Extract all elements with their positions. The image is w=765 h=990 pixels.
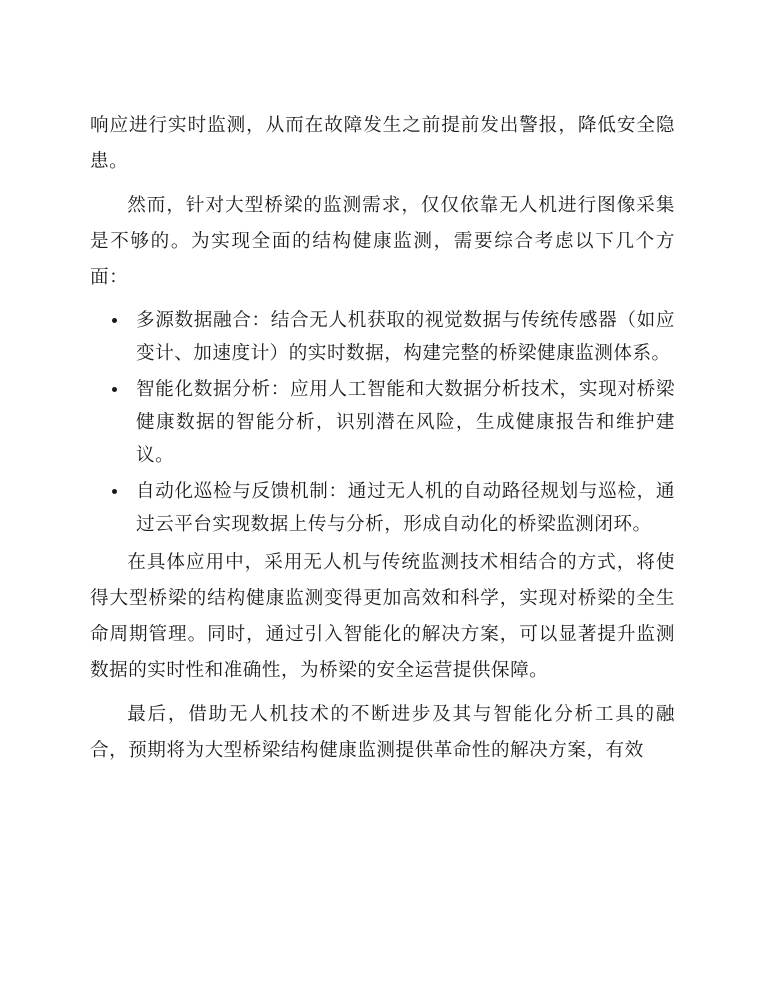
bullet-item-automated-inspection: [90, 475, 675, 541]
paragraph-requirements-intro: 然而，针对大型桥梁的监测需求，仅仅依靠无人机进行图像采集是不够的。为实现全面的结构健康监测，需要综合考虑以下几个方面：: [90, 195, 675, 288]
bullet-dot-icon: [112, 318, 117, 323]
bullet-dot-icon: [112, 387, 117, 392]
bullet-list-container: [90, 304, 675, 541]
bullet-text: 多源数据融合：结合无人机获取的视觉数据与传统传感器（如应变计、加速度计）的实时数据，构建完整的桥梁健康监测体系。: [136, 310, 675, 364]
bullet-dot-icon: [112, 489, 117, 494]
bullet-item-intelligent-analysis: [90, 373, 675, 472]
bullet-text: 智能化数据分析：应用人工智能和大数据分析技术，实现对桥梁健康数据的智能分析，识别潜在风险，生成健康报告和维护建议。: [136, 379, 675, 466]
bullet-item-multi-source-fusion: [90, 304, 675, 370]
paragraph-conclusion: 最后，借助无人机技术的不断进步及其与智能化分析工具的融合，预期将为大型桥梁结构健康监测提供革命性的解决方案，有效: [90, 704, 675, 761]
bullet-list: [90, 304, 675, 541]
paragraph-application: 在具体应用中，采用无人机与传统监测技术相结合的方式，将使得大型桥梁的结构健康监测变得更加高效和科学，实现对桥梁的全生命周期管理。同时，通过引入智能化的解决方案，可以显著提升监测数据的实时性和准确性，为桥梁的安全运营提供保障。: [90, 552, 675, 681]
paragraph-continuation: 响应进行实时监测，从而在故障发生之前提前发出警报，降低安全隐患。: [90, 115, 675, 172]
bullet-text: 自动化巡检与反馈机制：通过无人机的自动路径规划与巡检，通过云平台实现数据上传与分析，形成自动化的桥梁监测闭环。: [136, 481, 675, 535]
document-page: [90, 108, 675, 777]
